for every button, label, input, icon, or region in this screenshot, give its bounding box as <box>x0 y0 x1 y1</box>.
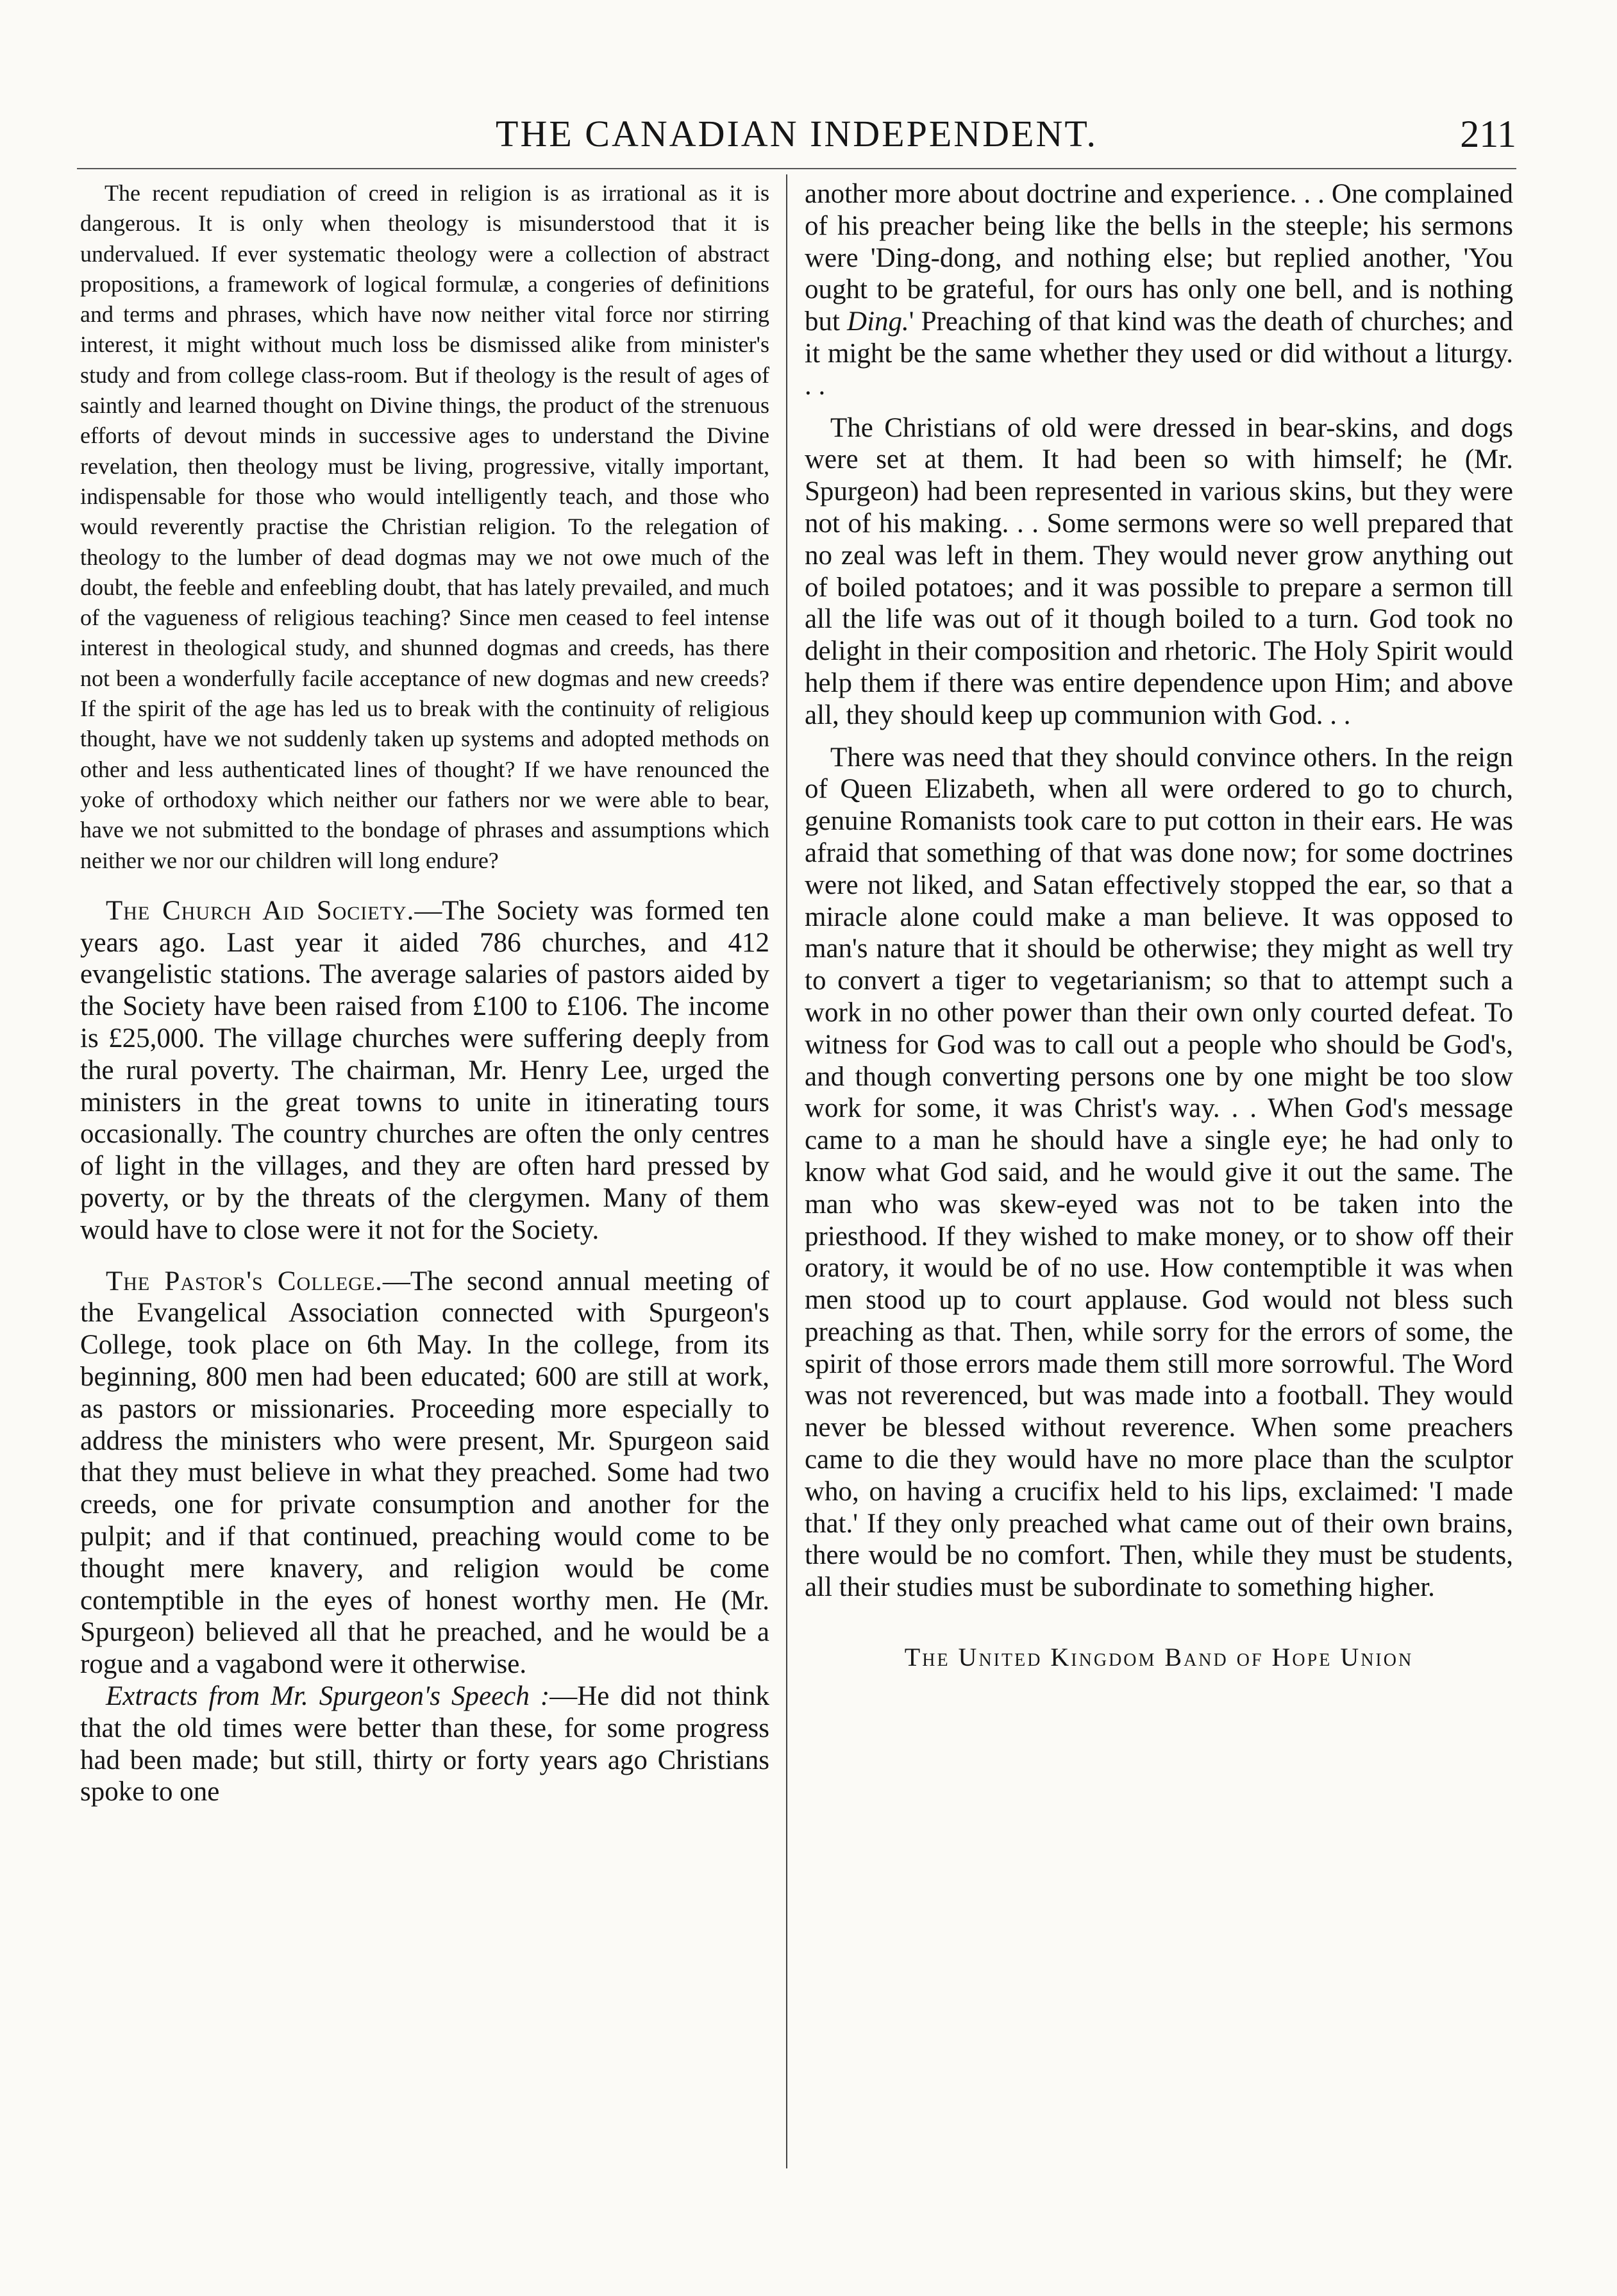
doctrine-text-end: ' Preaching of that kind was the death of churches; and it might be the same whether they used or did without a liturgy. . . <box>805 306 1513 401</box>
church-aid-heading: The Church Aid Society. <box>106 895 415 926</box>
left-column <box>80 178 769 2230</box>
pastors-college-body: —The second annual meeting of the Evangelical Association connected with Spurgeon's College, took place on 6th May. In the college, from its beginning, 800 men had been educated; 600 are still at work, as pastors or missionaries. Proceeding more especially to address the ministers who were present, Mr. Spurgeon said that they must believe in what they preached. Some had two creeds, one for private consumption and another for the pulpit; and if that continued, preaching would come to be thought mere knavery, and religion would be come contemptible in the eyes of honest worthy men. He (Mr. Spurgeon) believed all that he preached, and he would be a rogue and a vagabond were it otherwise. <box>80 1266 769 1680</box>
pastors-college-heading: The Pastor's College. <box>106 1266 383 1296</box>
church-aid-paragraph <box>80 895 769 1246</box>
header-rule <box>77 168 1516 169</box>
bear-skins-paragraph: The Christians of old were dressed in bear-skins, and dogs were set at them. It had been so with himself; he (Mr. Spurgeon) had been represented in various skins, but they were not of his making. . . Some sermons were so well prepared that no zeal was left in them. They would never grow anything out of boiled potatoes; and it was possible to prepare a sermon till all the life was out of it though boiled to a turn. God took no delight in their composition and rhetoric. The Holy Spirit would help them if there was entire dependence upon Him; and above all, they should keep up communion with God. . . <box>805 412 1513 730</box>
pastors-college-paragraph <box>80 1266 769 1680</box>
church-aid-body: —The Society was formed ten years ago. Last year it aided 786 churches, and 412 evangelistic stations. The average salaries of pastors aided by the Society have been raised from £100 to £106. The income is £25,000. The village churches were suffering deeply from the rural poverty. The chairman, Mr. Henry Lee, urged the ministers in the great towns to unite in itinerating tours occasionally. The country churches are often the only centres of light in the villages, and they are often hard pressed by poverty, or by the threats of the clergymen. Many of them would have to close were it not for the Society. <box>80 895 769 1245</box>
extracts-paragraph <box>80 1680 769 1808</box>
page-header <box>77 112 1516 170</box>
extracts-heading: Extracts from Mr. Spurgeon's Speech : <box>106 1680 550 1711</box>
creed-paragraph: The recent repudiation of creed in religion is as irrational as it is dangerous. It is only when theology is misunderstood that it is undervalued. If ever systematic theology were a collection of abstract propositions, a framework of logical formulæ, a congeries of definitions and terms and phrases, which have now neither vital force nor stirring interest, it might without much loss be dismissed alike from minister's study and from college class-room. But if theology is the result of ages of saintly and learned thought on Divine things, the product of the strenuous efforts of devout minds in successive ages to understand the Divine revelation, then theology must be living, progressive, vitally important, indispensable for those who would intelligently teach, and those who would reverently practise the Christian religion. To the relegation of theology to the lumber of dead dogmas may we not owe much of the doubt, the feeble and enfeebling doubt, that has lately prevailed, and much of the vagueness of religious teaching? Since men ceased to feel intense interest in theological study, and shunned dogmas and creeds, has there not been a wonderfully facile acceptance of new dogmas and new creeds? If the spirit of the age has led us to break with the continuity of religious thought, have we not suddenly taken up systems and adopted methods on other and less authenticated lines of thought? If we have renounced the yoke of orthodoxy which neither our fathers nor we were able to bear, have we not submitted to the bondage of phrases and assumptions which neither we nor our children will long endure? <box>80 180 769 873</box>
doctrine-paragraph <box>805 178 1513 402</box>
convince-others-paragraph: There was need that they should convince others. In the reign of Queen Elizabeth, when all were ordered to go to church, genuine Romanists took care to put cotton in their ears. He was afraid that something of that was done now; for some doctrines were not liked, and Satan effectively stopped the ear, so that a miracle alone could make a man believe. It was opposed to man's nature that it should be otherwise; they might as well try to convert a tiger to vegetarianism; so that to attempt such a work in no other power than their own only courted defeat. To witness for God was to call out a people who should be God's, and though converting persons one by one might be too slow work for some, it was Christ's way. . . When God's message came to a man he should have a single eye; he had only to know what God said, and he would give it out the same. The man who was skew-eyed was not to be taken into the priesthood. If they wished to make money, or to show off their oratory, it would be of no use. How contemptible it was when men stood up to court applause. God would not bless such preaching as that. Then, while sorry for the errors of some, the spirit of those errors made them still more sorrowful. The Word was not reverenced, but was made into a football. They would never be blessed without reverence. When some preachers came to die they would have no more place than the sculptor who, on having a crucifix held to his lips, exclaimed: 'I made that.' If they only preached what came out of their own brains, there would be no comfort. Then, while they must be students, all their studies must be subordinate to something higher. <box>805 742 1513 1603</box>
column-divider <box>786 174 787 2168</box>
section-heading: The United Kingdom Band of Hope Union <box>904 1643 1414 1672</box>
running-title: THE CANADIAN INDEPENDENT. <box>496 113 1098 155</box>
doctrine-text: another more about doctrine and experience. . . One complained of his preacher being like the bells in the steeple; his sermons were 'Ding-dong, and nothing else; but replied another, 'You ought to be grateful, for ours has only one bell, and is nothing but <box>805 179 1513 337</box>
right-column <box>805 178 1513 2230</box>
page-number: 211 <box>1460 113 1516 155</box>
doctrine-italic: Ding. <box>847 306 909 337</box>
extracts-body: —He did not think that the old times were better than these, for some progress had been made; but still, thirty or forty years ago Christians spoke to one <box>80 1680 769 1807</box>
